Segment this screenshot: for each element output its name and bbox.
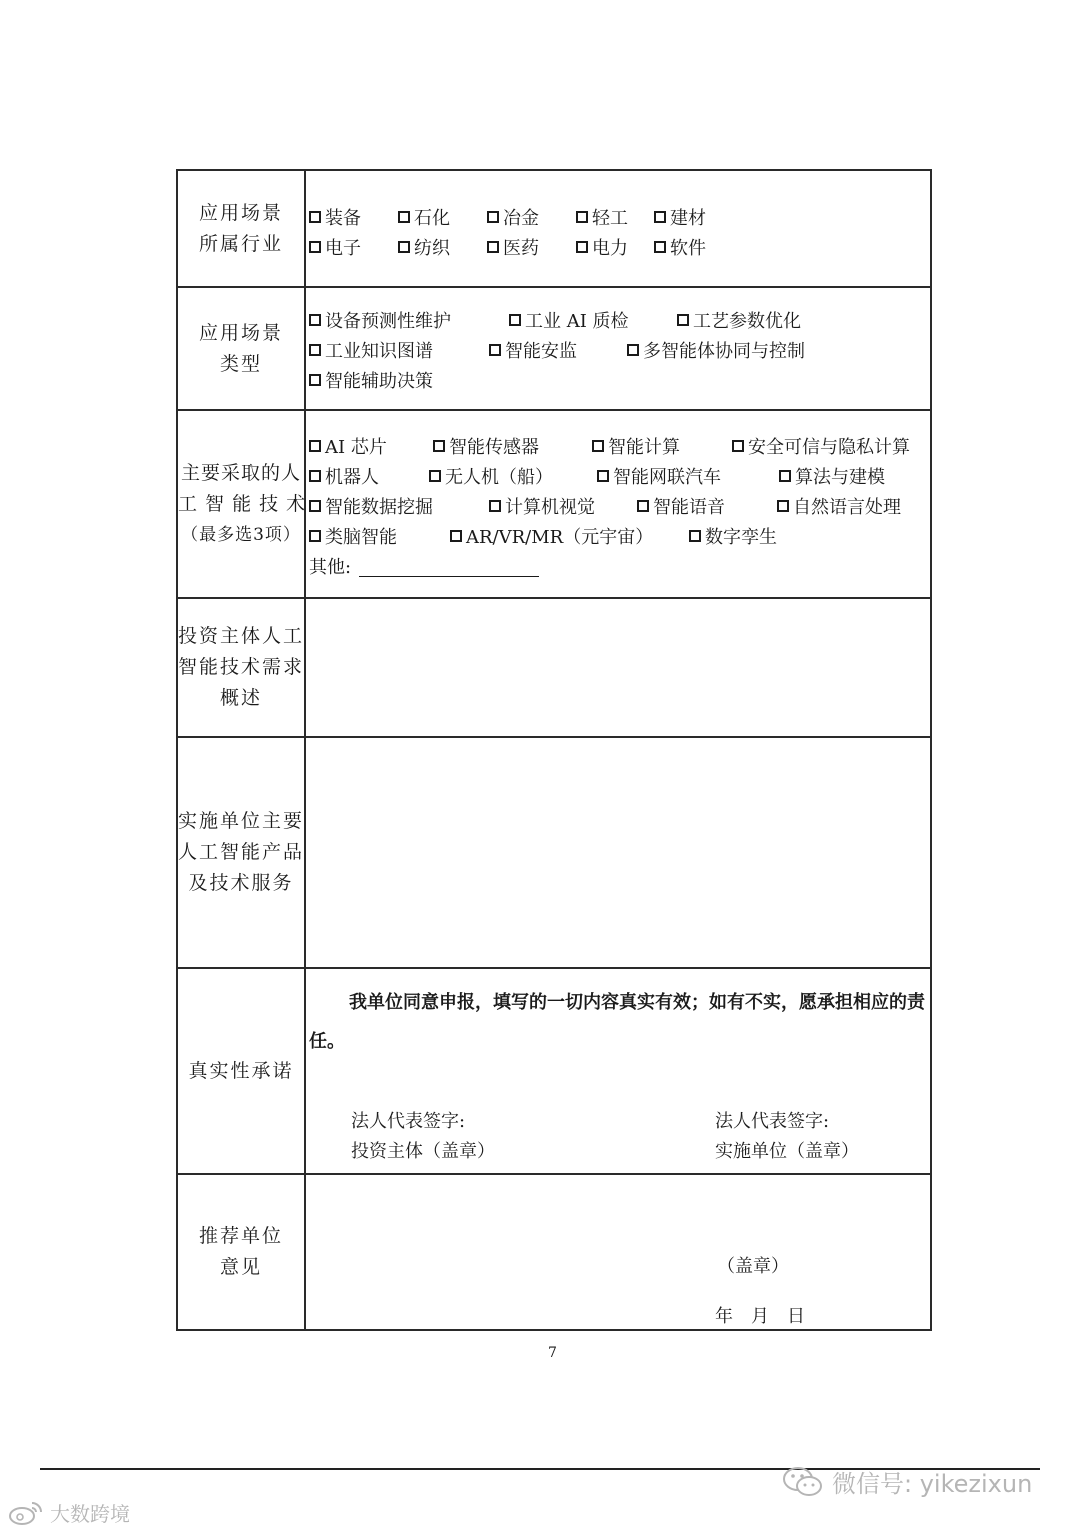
checkbox-icon[interactable] [309, 440, 321, 452]
option-label: 电子 [325, 238, 361, 259]
checkbox-icon[interactable] [398, 241, 410, 253]
checkbox-option[interactable] [597, 463, 779, 489]
option-label: 软件 [670, 238, 706, 259]
checkbox-icon[interactable] [509, 314, 521, 326]
industry-row [177, 170, 931, 287]
checkbox-option[interactable] [309, 493, 489, 519]
option-label: 轻工 [592, 208, 628, 229]
products-label-line: 人工智能产品 [178, 841, 305, 863]
checkbox-icon[interactable] [309, 241, 321, 253]
checkbox-option[interactable] [677, 307, 801, 333]
checkbox-option[interactable] [433, 433, 592, 459]
industry-option-row [309, 232, 930, 262]
checkbox-option[interactable] [489, 337, 627, 363]
scenario-type-label-line: 应用场景 [198, 321, 283, 344]
checkbox-icon[interactable] [309, 211, 321, 223]
ai-tech-option-row [309, 491, 930, 521]
products-label-line: 实施单位主要 [178, 810, 305, 832]
option-label: 医药 [503, 238, 539, 259]
ai-tech-option-row [309, 461, 930, 491]
checkbox-icon[interactable] [309, 344, 321, 356]
checkbox-icon[interactable] [450, 530, 462, 542]
industry-option-row [309, 202, 930, 232]
checkbox-icon[interactable] [592, 440, 604, 452]
option-label: 设备预测性维护 [325, 311, 451, 332]
checkbox-icon[interactable] [487, 211, 499, 223]
checkbox-icon[interactable] [689, 530, 701, 542]
wechat-watermark-text: 微信号: yikezixun [832, 1470, 1033, 1498]
demand-row [177, 598, 931, 737]
products-label-cell [177, 737, 305, 968]
other-input-line[interactable] [359, 556, 539, 577]
checkbox-option[interactable] [450, 523, 689, 549]
demand-label-line: 智能技术需求 [178, 656, 305, 678]
option-label: 自然语言处理 [793, 497, 901, 518]
checkbox-option[interactable] [487, 234, 576, 260]
checkbox-icon[interactable] [433, 440, 445, 452]
scenario-type-label-line: 类型 [219, 352, 262, 375]
option-label: 工业 AI 质检 [525, 311, 629, 332]
ai-tech-options-cell [305, 410, 931, 598]
scenario-option-row [309, 335, 930, 365]
option-label: 数字孪生 [705, 527, 777, 548]
checkbox-option[interactable] [732, 433, 910, 459]
checkbox-option[interactable] [509, 307, 677, 333]
demand-label-cell [177, 598, 305, 737]
pledge-row [177, 968, 931, 1174]
option-label: 算法与建模 [795, 467, 885, 488]
checkbox-option[interactable] [654, 234, 706, 260]
recommend-label-line: 意见 [219, 1256, 262, 1278]
checkbox-icon[interactable] [489, 344, 501, 356]
checkbox-option[interactable] [309, 307, 509, 333]
products-row [177, 737, 931, 968]
checkbox-icon[interactable] [732, 440, 744, 452]
scenario-option-row [309, 305, 930, 335]
checkbox-option[interactable] [309, 234, 398, 260]
option-label: 智能语音 [653, 497, 725, 518]
checkbox-icon[interactable] [309, 470, 321, 482]
checkbox-option[interactable] [309, 204, 398, 230]
checkbox-icon[interactable] [677, 314, 689, 326]
checkbox-icon[interactable] [779, 470, 791, 482]
option-label: 智能传感器 [449, 437, 539, 458]
checkbox-option[interactable] [398, 234, 487, 260]
recommend-area [309, 1175, 930, 1325]
wechat-icon [782, 1466, 824, 1498]
demand-content-cell[interactable] [305, 598, 931, 737]
checkbox-option[interactable] [429, 463, 597, 489]
option-label: 装备 [325, 208, 361, 229]
option-label: 电力 [592, 238, 628, 259]
industry-label-line: 所属行业 [198, 232, 283, 255]
checkbox-icon[interactable] [597, 470, 609, 482]
signature-label: 法人代表签字: [715, 1111, 830, 1132]
recommend-label-cell [177, 1174, 305, 1330]
products-content-cell[interactable] [305, 737, 931, 968]
industry-label-line: 应用场景 [198, 201, 283, 224]
checkbox-icon[interactable] [489, 500, 501, 512]
weibo-watermark [8, 1498, 130, 1527]
pledge-label-line: 真实性承诺 [188, 1059, 294, 1082]
checkbox-icon[interactable] [777, 500, 789, 512]
industry-label-cell [177, 170, 305, 287]
option-label: 智能安监 [505, 341, 577, 362]
option-label: 冶金 [503, 208, 539, 229]
checkbox-icon[interactable] [309, 374, 321, 386]
option-label: AI 芯片 [325, 437, 387, 458]
ai-tech-label-line: （最多选3项） [181, 524, 301, 545]
recommend-date-label: 年 月 日 [715, 1306, 805, 1327]
demand-label-line: 投资主体人工 [178, 625, 305, 647]
recommend-content-cell [305, 1174, 931, 1330]
seal-label: 投资主体（盖章） [351, 1141, 495, 1162]
option-label: 机器人 [325, 467, 379, 488]
checkbox-icon[interactable] [627, 344, 639, 356]
ai-tech-label-line: 工 智 能 技 术 [178, 492, 307, 515]
ai-tech-row [177, 410, 931, 598]
checkbox-option[interactable] [309, 367, 433, 393]
checkbox-option[interactable] [576, 234, 654, 260]
signature-label: 法人代表签字: [351, 1111, 466, 1132]
checkbox-icon[interactable] [576, 241, 588, 253]
wechat-watermark [782, 1464, 1032, 1499]
recommend-seal-label: （盖章） [717, 1256, 789, 1277]
scenario-option-row [309, 365, 930, 395]
products-label-line: 及技术服务 [188, 872, 294, 894]
signature-area [309, 1061, 930, 1171]
option-label: 智能数据挖掘 [325, 497, 433, 518]
checkbox-icon[interactable] [637, 500, 649, 512]
demand-label-line: 概述 [219, 687, 262, 709]
option-label: 纺织 [414, 238, 450, 259]
option-label: 类脑智能 [325, 527, 397, 548]
option-label: 多智能体协同与控制 [643, 341, 805, 362]
ai-tech-option-row [309, 521, 930, 551]
ai-tech-other-row [309, 551, 930, 581]
investor-signature-block [351, 1107, 495, 1167]
option-label: 工业知识图谱 [325, 341, 433, 362]
industry-options-cell [305, 170, 931, 287]
application-form-table [176, 169, 932, 1331]
checkbox-option[interactable] [637, 493, 777, 519]
ai-tech-label-line: 主要采取的人 [180, 461, 301, 484]
checkbox-option[interactable] [398, 204, 487, 230]
checkbox-icon[interactable] [576, 211, 588, 223]
pledge-content-cell [305, 968, 931, 1174]
checkbox-option[interactable] [487, 204, 576, 230]
checkbox-icon[interactable] [309, 500, 321, 512]
other-label: 其他: [309, 557, 352, 578]
checkbox-option[interactable] [309, 523, 450, 549]
pledge-text: 我单位同意申报，填写的一切内容真实有效；如有不实，愿承担相应的责任。 [309, 992, 925, 1052]
checkbox-option[interactable] [489, 493, 637, 519]
ai-tech-option-row [309, 431, 930, 461]
scenario-type-label-cell [177, 287, 305, 410]
option-label: AR/VR/MR（元宇宙） [466, 527, 654, 548]
option-label: 无人机（船） [445, 467, 553, 488]
checkbox-option[interactable] [309, 337, 489, 363]
option-label: 智能网联汽车 [613, 467, 721, 488]
checkbox-icon[interactable] [429, 470, 441, 482]
checkbox-icon[interactable] [654, 241, 666, 253]
scenario-type-options-cell [305, 287, 931, 410]
checkbox-option[interactable] [689, 523, 777, 549]
option-label: 建材 [670, 208, 706, 229]
option-label: 智能计算 [608, 437, 680, 458]
checkbox-option[interactable] [576, 204, 654, 230]
recommend-row [177, 1174, 931, 1330]
checkbox-option[interactable] [779, 463, 885, 489]
checkbox-option[interactable] [777, 493, 901, 519]
checkbox-option[interactable] [309, 433, 433, 459]
weibo-icon [8, 1500, 44, 1526]
option-label: 工艺参数优化 [693, 311, 801, 332]
checkbox-icon[interactable] [398, 211, 410, 223]
seal-label: 实施单位（盖章） [715, 1141, 859, 1162]
page-number: 7 [548, 1345, 557, 1361]
checkbox-option[interactable] [627, 337, 805, 363]
option-label: 石化 [414, 208, 450, 229]
ai-tech-label-cell [177, 410, 305, 598]
option-label: 智能辅助决策 [325, 371, 433, 392]
pledge-label-cell [177, 968, 305, 1174]
checkbox-option[interactable] [309, 463, 429, 489]
implementer-signature-block [715, 1107, 859, 1167]
recommend-label-line: 推荐单位 [198, 1225, 283, 1247]
checkbox-icon[interactable] [309, 530, 321, 542]
scenario-type-row [177, 287, 931, 410]
checkbox-icon[interactable] [487, 241, 499, 253]
checkbox-icon[interactable] [654, 211, 666, 223]
checkbox-option[interactable] [592, 433, 732, 459]
weibo-watermark-text: 大数跨境 [50, 1502, 130, 1526]
checkbox-option[interactable] [654, 204, 706, 230]
option-label: 计算机视觉 [505, 497, 595, 518]
option-label: 安全可信与隐私计算 [748, 437, 910, 458]
checkbox-icon[interactable] [309, 314, 321, 326]
